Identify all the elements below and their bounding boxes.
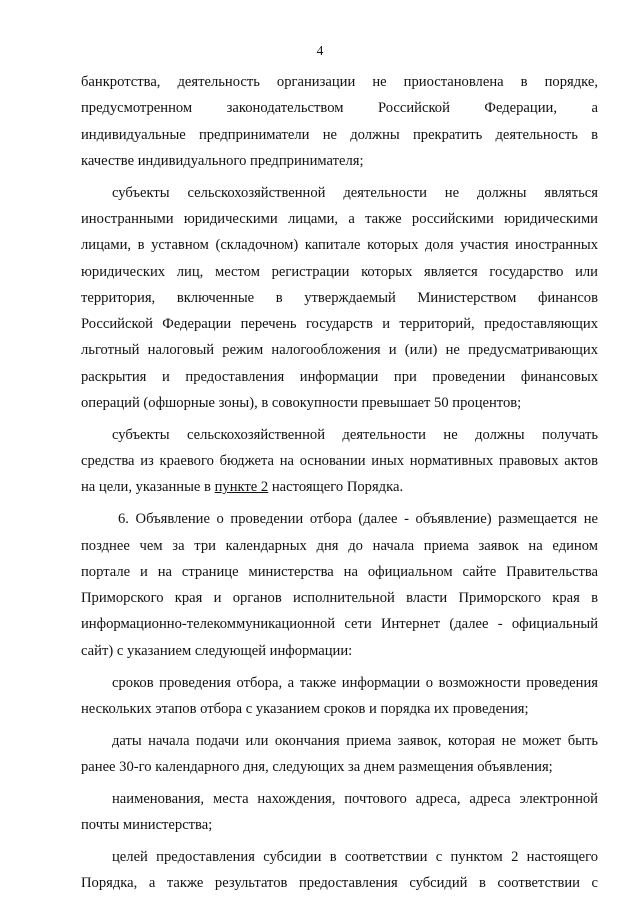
- text-line: сайт) с указанием следующей информации:: [81, 642, 353, 659]
- text-line: Приморского края и органов исполнительной власти Приморского края в: [81, 590, 598, 607]
- text-line: субъекты сельскохозяйственной деятельности не должны являться: [112, 184, 598, 201]
- clause-2-link[interactable]: пункте 2: [214, 479, 269, 496]
- text-line: 6. Объявление о проведении отбора (далее - объявление) размещается не: [118, 511, 598, 528]
- text-line: банкротства, деятельность организации не приостановлена в порядке,: [81, 74, 598, 90]
- text-line: индивидуальные предприниматели не должны прекратить деятельность в: [81, 126, 598, 143]
- text-line: почты министерства;: [81, 817, 213, 834]
- text-line: позднее чем за три календарных дня до начала приема заявок на едином: [81, 537, 598, 554]
- text-line: нескольких этапов отбора с указанием сроков и порядка их проведения;: [81, 700, 529, 717]
- text-line: льготный налоговый режим налогообложения и (или) не предусматривающих: [81, 342, 598, 359]
- text-line: ранее 30-го календарного дня, следующих за днем размещения объявления;: [81, 758, 553, 775]
- text-line: информационно-телекоммуникационной сети Интернет (далее - официальный: [81, 616, 598, 633]
- text-line: качестве индивидуального предпринимателя;: [81, 152, 364, 169]
- text-line: иностранными юридическими лицами, а также российскими юридическими: [81, 210, 598, 227]
- text-line: целей предоставления субсидии в соответствии с пунктом 2 настоящего: [112, 848, 598, 865]
- text-line: операций (офшорные зоны), в совокупности превышает 50 процентов;: [81, 395, 522, 412]
- text-line: [81, 474, 598, 500]
- text-line: наименования, места нахождения, почтового адреса, адреса электронной: [112, 790, 598, 807]
- text-line: территория, включенные в утверждаемый Министерством финансов: [81, 289, 598, 306]
- text-line: Российской Федерации перечень государств и территорий, предоставляющих: [81, 316, 598, 333]
- text-line: юридических лиц, местом регистрации которых является государство или: [81, 263, 598, 280]
- text-line: средства из краевого бюджета на основании иных нормативных правовых актов: [81, 453, 598, 470]
- text-line: лицами, в уставном (складочном) капитале которых доля участия иностранных: [81, 237, 598, 254]
- text-fragment: на цели, указанные в: [81, 479, 215, 496]
- text-line: Порядка, а также результатов предоставления субсидий в соответствии с: [81, 875, 598, 892]
- text-line: субъекты сельскохозяйственной деятельности не должны получать: [112, 426, 598, 443]
- text-line: портале и на странице министерства на официальном сайте Правительства: [81, 563, 598, 580]
- text-line: раскрытия и предоставления информации при проведении финансовых: [81, 368, 598, 385]
- text-line: предусмотренном законодательством Российской Федерации, а: [81, 100, 598, 117]
- page-number: 4: [316, 43, 324, 58]
- text-line: даты начала подачи или окончания приема заявок, которая не может быть: [112, 732, 598, 749]
- document-body: [81, 69, 598, 896]
- text-fragment: настоящего Порядка.: [268, 479, 404, 496]
- text-line: сроков проведения отбора, а также информации о возможности проведения: [112, 674, 598, 691]
